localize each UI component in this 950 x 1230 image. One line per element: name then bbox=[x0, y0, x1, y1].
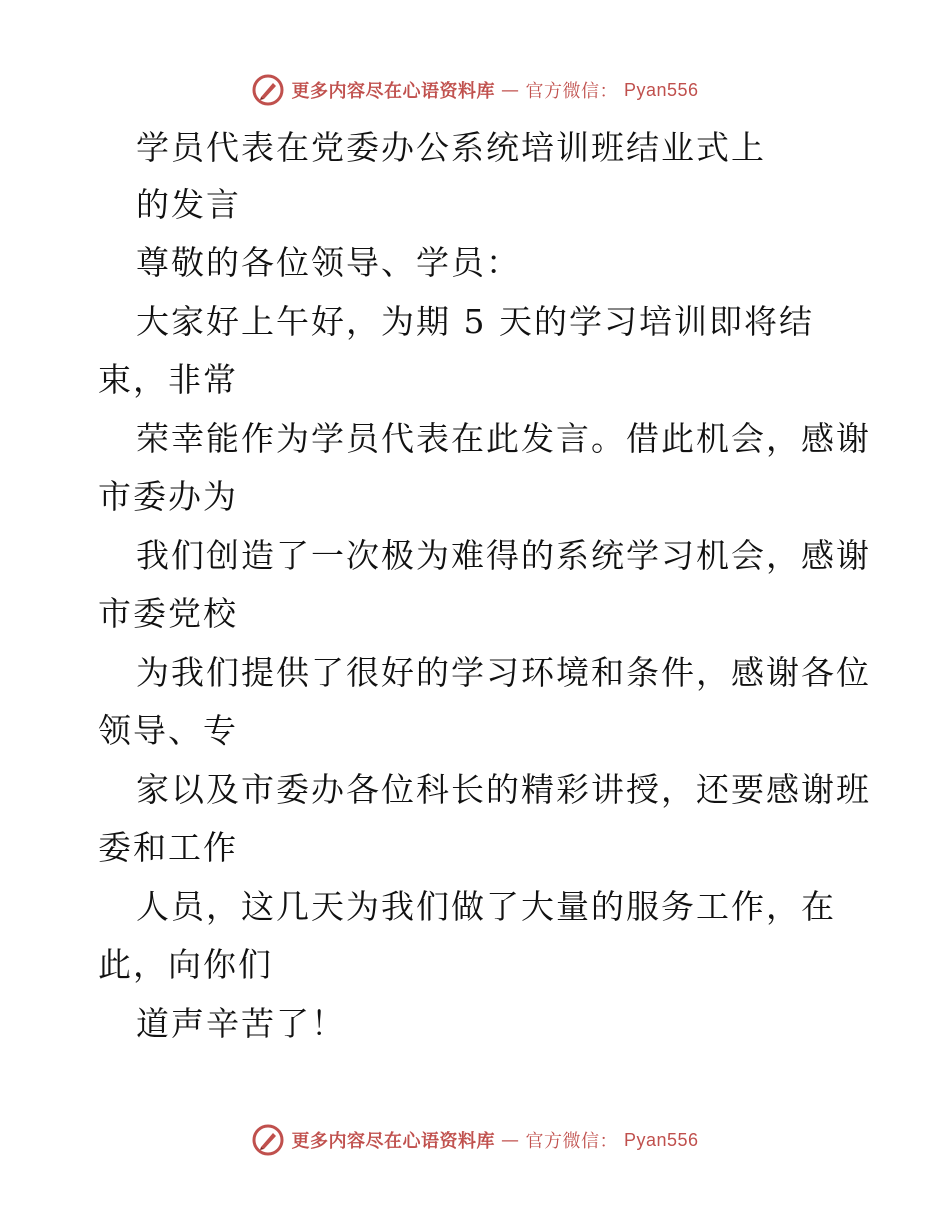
watermark-wechat-label: 官方微信： bbox=[525, 1131, 618, 1152]
paragraph-line: 为我们提供了很好的学习环境和条件，感谢各位 bbox=[136, 653, 871, 692]
watermark-banner-top bbox=[0, 70, 950, 110]
paragraph-line: 人员，这几天为我们做了大量的服务工作，在 bbox=[136, 887, 836, 926]
salutation: 尊敬的各位领导、学员： bbox=[136, 243, 521, 282]
watermark-dash: — bbox=[500, 79, 520, 101]
watermark-banner-bottom bbox=[0, 1120, 950, 1160]
paragraph-line: 束，非常 bbox=[98, 360, 238, 399]
paragraph-line: 委和工作 bbox=[98, 828, 238, 867]
document-title-line-1: 学员代表在党委办公系统培训班结业式上 bbox=[136, 128, 766, 167]
watermark-wechat-id: Pyan556 bbox=[623, 1129, 699, 1150]
paragraph-line: 荣幸能作为学员代表在此发言。借此机会，感谢 bbox=[136, 419, 871, 458]
paragraph-line: 我们创造了一次极为难得的系统学习机会，感谢 bbox=[136, 536, 871, 575]
pen-logo-icon bbox=[251, 73, 285, 107]
watermark-dash: — bbox=[500, 1129, 520, 1151]
watermark-site-text: 更多内容尽在心语资料库 bbox=[291, 1131, 495, 1152]
paragraph-line: 此，向你们 bbox=[98, 945, 273, 984]
pen-logo-icon bbox=[251, 1123, 285, 1157]
watermark-site-text: 更多内容尽在心语资料库 bbox=[291, 81, 495, 102]
watermark-wechat-label: 官方微信： bbox=[525, 81, 618, 102]
paragraph-line: 道声辛苦了！ bbox=[136, 1004, 346, 1043]
paragraph-line: 市委党校 bbox=[98, 594, 238, 633]
watermark-wechat-id: Pyan556 bbox=[623, 79, 699, 100]
paragraph-line: 市委办为 bbox=[98, 477, 238, 516]
document-title-line-2: 的发言 bbox=[136, 185, 241, 224]
paragraph-line: 家以及市委办各位科长的精彩讲授，还要感谢班 bbox=[136, 770, 871, 809]
paragraph-line: 大家好上午好，为期 5 天的学习培训即将结 bbox=[136, 302, 814, 341]
paragraph-line: 领导、专 bbox=[98, 711, 238, 750]
